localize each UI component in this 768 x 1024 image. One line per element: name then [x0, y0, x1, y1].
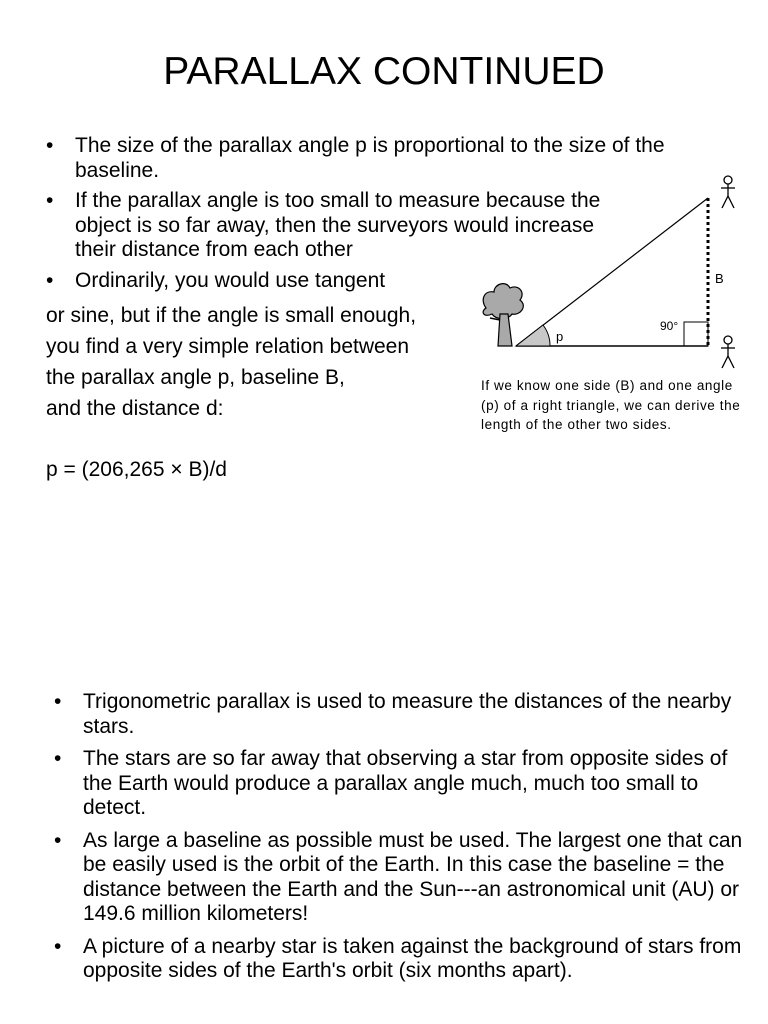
relation-line: the parallax angle p, baseline B, — [46, 366, 345, 389]
relation-line: and the distance d: — [46, 397, 224, 420]
bullet-parallax-baseline: • The size of the parallax angle p is proportional to the size of the baseline. — [46, 134, 735, 183]
bullet-trigonometric: • Trigonometric parallax is used to measure the distances of the nearby stars. — [54, 690, 744, 739]
bullet-stars-far: • The stars are so far away that observing a star from opposite sides of the Earth would produce a parallax angle much, much too small to detect. — [54, 747, 744, 821]
relation-line: you find a very simple relation between — [46, 335, 410, 358]
label-p: p — [556, 329, 564, 344]
bullet-picture: • A picture of a nearby star is taken against the background of stars from opposite sides of the Earth's orbit (six months apart). — [54, 935, 744, 984]
parallax-triangle-diagram — [478, 168, 758, 388]
relation-line: or sine, but if the angle is small enough, — [46, 304, 417, 327]
bullet-too-small — [46, 189, 601, 263]
parallax-formula: p = (206,265 × B)/d — [46, 458, 227, 481]
bullet-baseline: • As large a baseline as possible must be used. The largest one that can be easily used is the orbit of the Earth. In this case the baseline = the distance between the Earth and the Sun---an astronomical unit (AU) or 149.6 million kilometers! — [54, 829, 744, 927]
label-90-degrees: 90° — [660, 319, 679, 333]
bullet-too-small-text: • If the parallax angle is too small to measure because the object is so far away, then the surveyors would increase their distance from each other — [75, 189, 601, 261]
label-b: B — [715, 271, 724, 286]
diagram-caption: If we know one side (B) and one angle (p) of a right triangle, we can derive the length of the other two sides. — [481, 378, 741, 432]
slide2-body — [54, 690, 744, 992]
surveyor-top-icon — [721, 176, 735, 208]
slide-title: PARALLAX CONTINUED — [163, 50, 605, 93]
surveyor-bottom-icon — [721, 336, 735, 368]
bullet-tangent: • Ordinarily, you would use tangent — [46, 269, 736, 294]
tree-icon — [483, 284, 523, 346]
